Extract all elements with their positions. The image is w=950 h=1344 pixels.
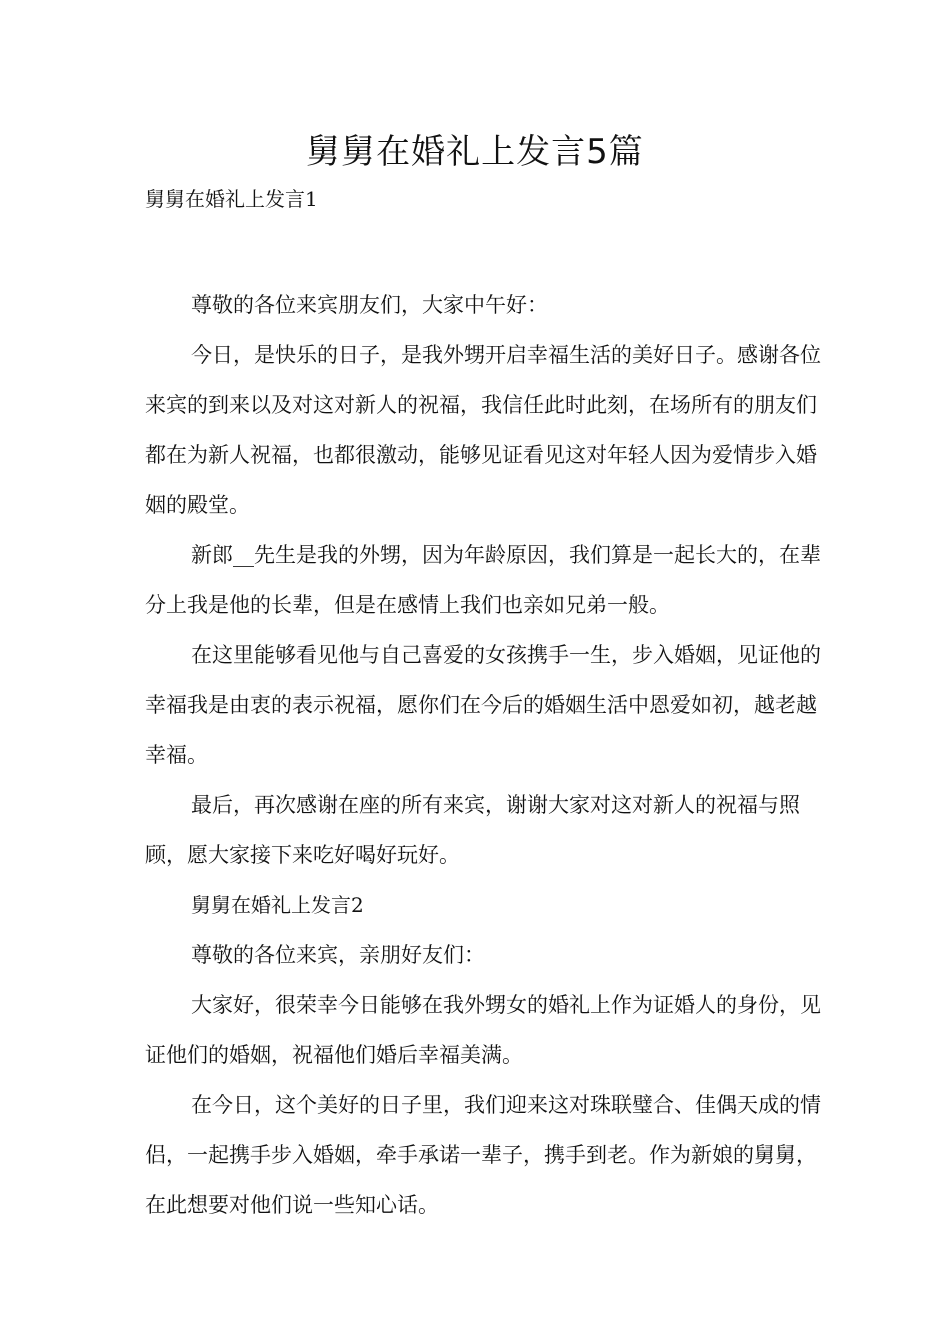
paragraph-3: 在这里能够看见他与自己喜爱的女孩携手一生，步入婚姻，见证他的幸福我是由衷的表示祝福，愿你们在今后的婚姻生活中恩爱如初，越老越幸福。 xyxy=(145,643,821,767)
paragraph-greeting-2: 尊敬的各位来宾，亲朋好友们： xyxy=(191,943,485,967)
document-body xyxy=(145,280,835,1230)
paragraph-4: 最后，再次感谢在座的所有来宾，谢谢大家对这对新人的祝福与照顾，愿大家接下来吃好喝好玩好。 xyxy=(145,793,800,867)
paragraph-5: 大家好，很荣幸今日能够在我外甥女的婚礼上作为证婚人的身份，见证他们的婚姻，祝福他们婚后幸福美满。 xyxy=(145,993,821,1067)
section-heading-1: 舅舅在婚礼上发言1 xyxy=(145,187,318,211)
section-heading-2: 舅舅在婚礼上发言2 xyxy=(191,893,364,917)
paragraph-1: 今日，是快乐的日子，是我外甥开启幸福生活的美好日子。感谢各位来宾的到来以及对这对新人的祝福，我信任此时此刻，在场所有的朋友们都在为新人祝福，也都很激动，能够见证看见这对年轻人因为爱情步入婚姻的殿堂。 xyxy=(145,343,821,517)
paragraph-2: 新郎__先生是我的外甥，因为年龄原因，我们算是一起长大的，在辈分上我是他的长辈，但是在感情上我们也亲如兄弟一般。 xyxy=(145,543,821,617)
paragraph-6: 在今日，这个美好的日子里，我们迎来这对珠联璧合、佳偶天成的情侣，一起携手步入婚姻，牵手承诺一辈子，携手到老。作为新娘的舅舅，在此想要对他们说一些知心话。 xyxy=(145,1093,821,1217)
paragraph-greeting-1: 尊敬的各位来宾朋友们，大家中午好： xyxy=(191,293,548,317)
document-title: 舅舅在婚礼上发言5篇 xyxy=(306,132,644,172)
